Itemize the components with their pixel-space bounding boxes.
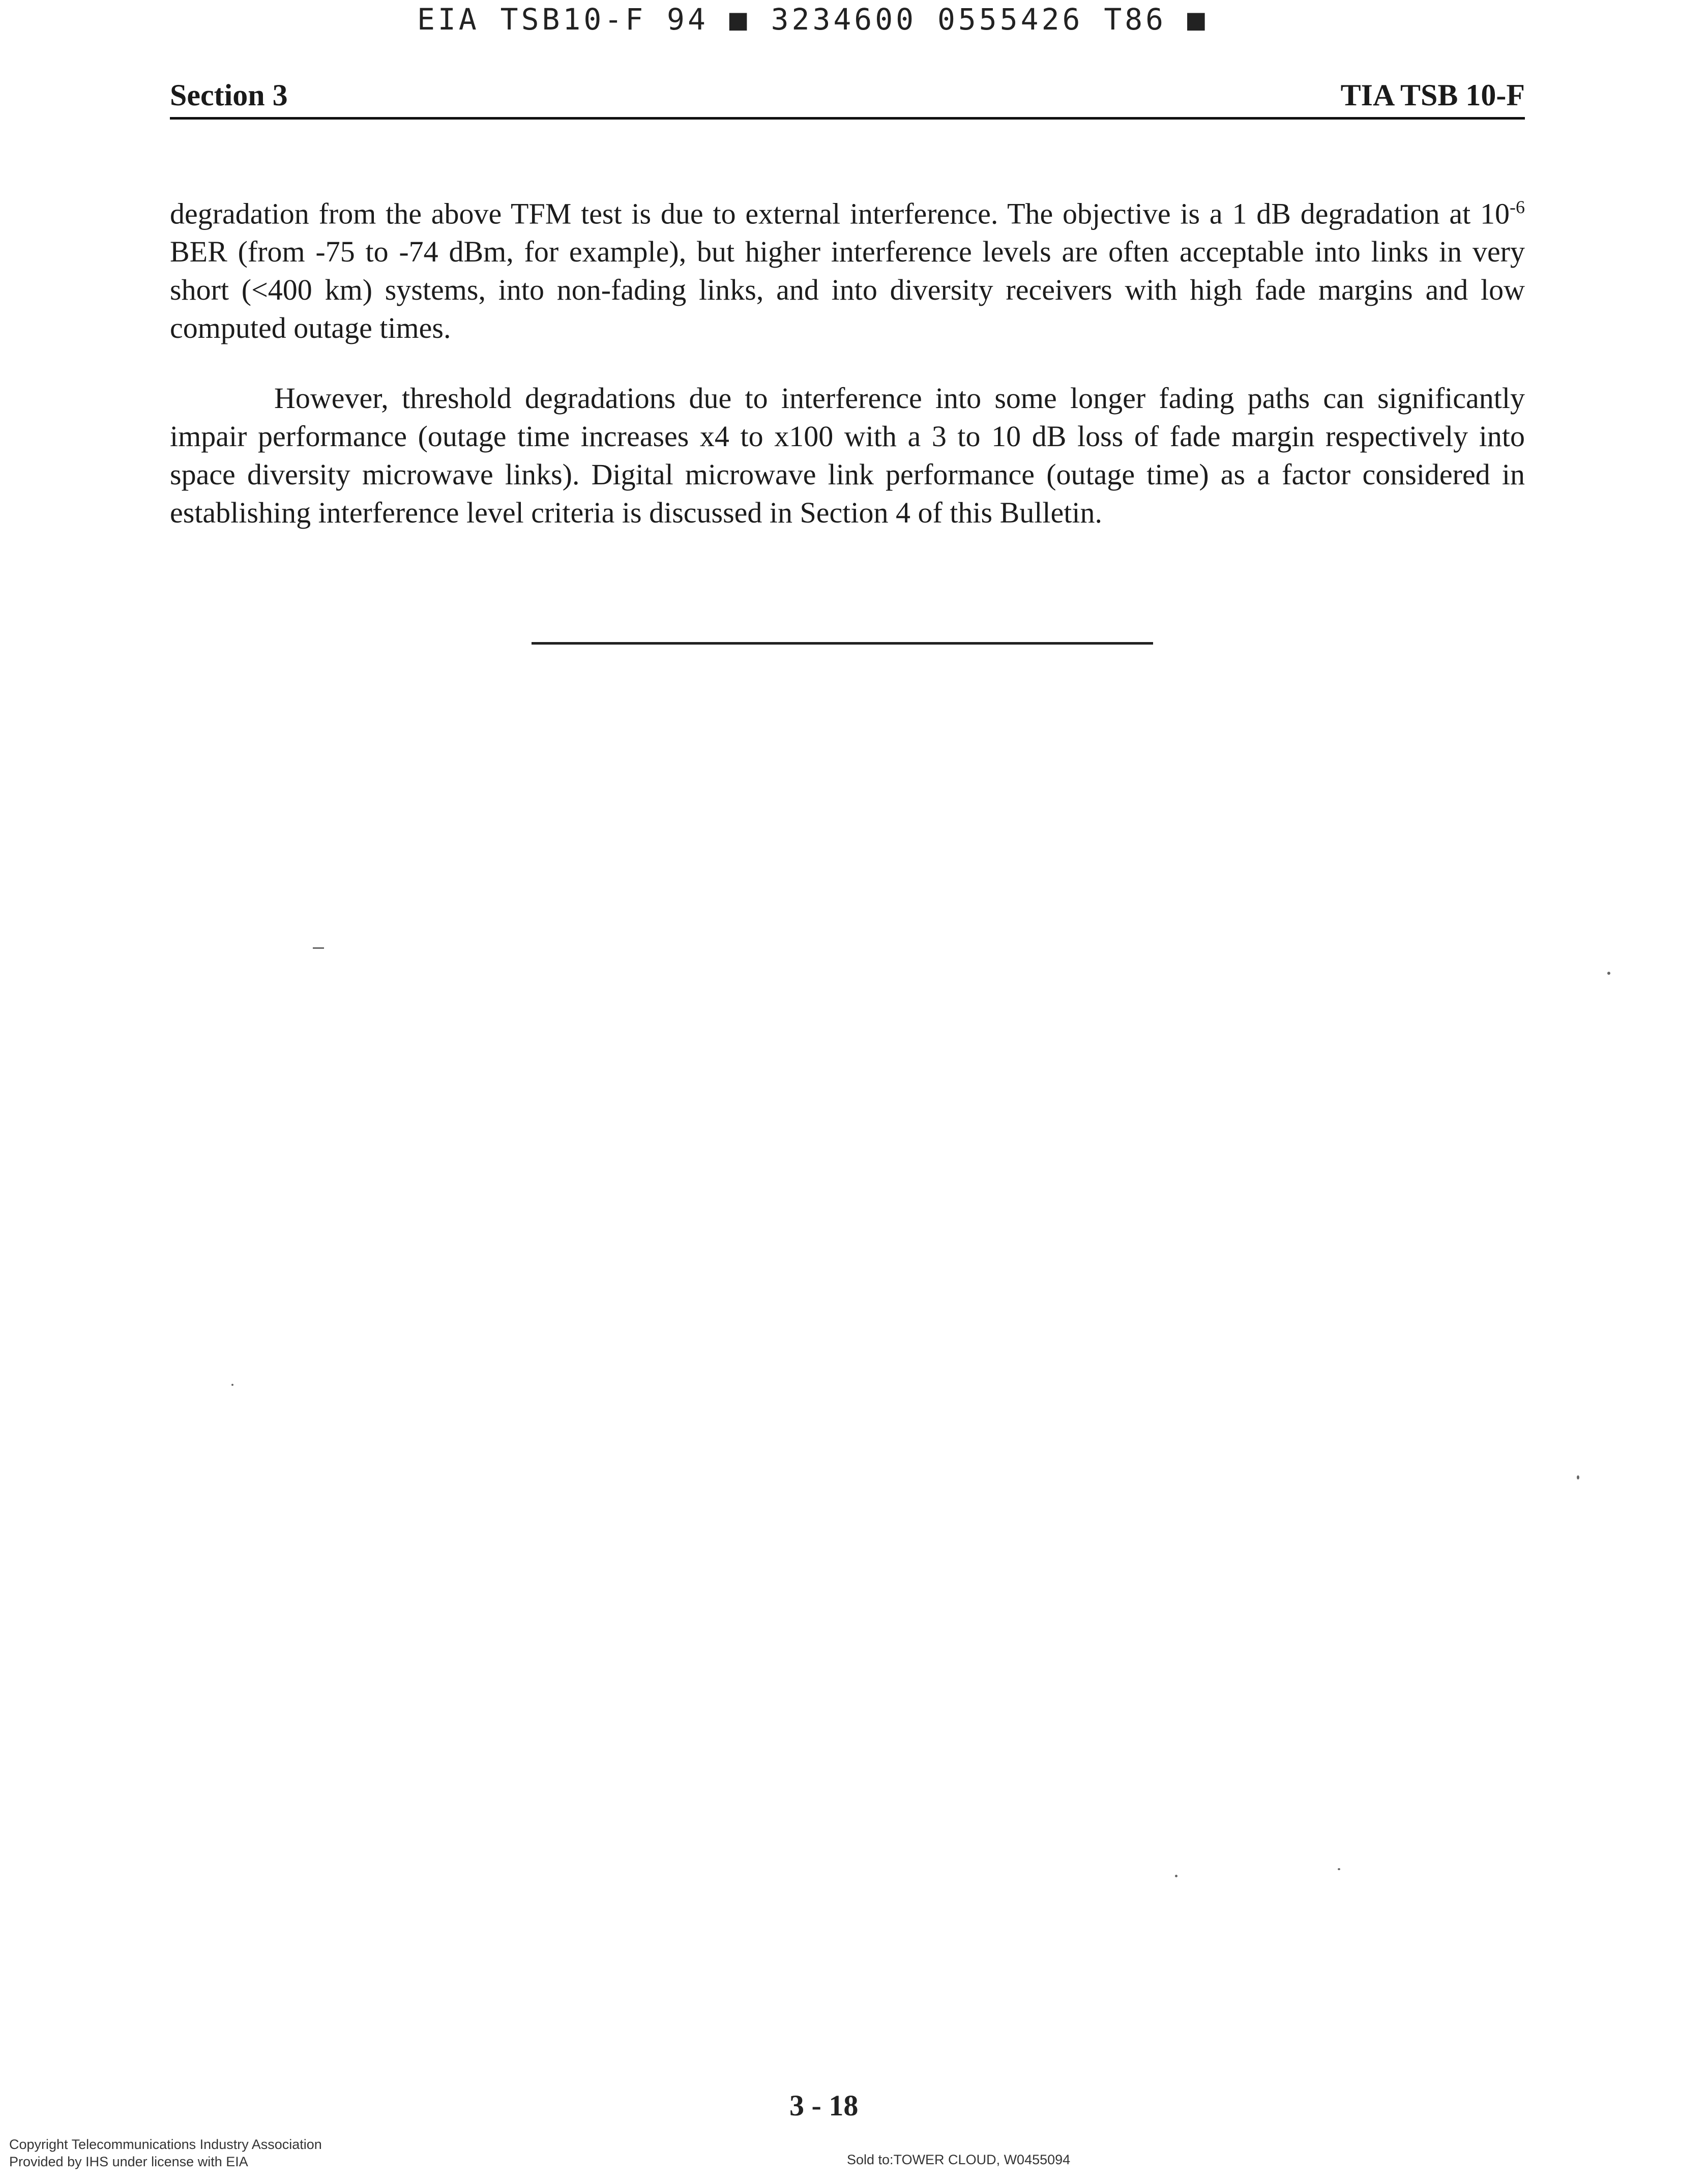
document-id: TIA TSB 10-F: [1340, 78, 1525, 112]
page-number: 3 - 18: [789, 2089, 859, 2122]
paragraph-1: [170, 188, 1525, 347]
section-label: Section 3: [170, 78, 288, 112]
copyright-line: Copyright Telecommunications Industry Association: [9, 2137, 322, 2152]
section-end-rule: [532, 642, 1153, 645]
paragraph-1-text-b: BER (from -75 to -74 dBm, for example), but higher interference levels are often acceptable into links in very short (<400 km) systems, into non-fading links, and into diversity receivers with high fade margins and low computed outage times.: [170, 235, 1525, 345]
paragraph-2: However, threshold degradations due to interference into some longer fading paths can significantly impair performance (outage time increases x4 to x100 with a 3 to 10 dB loss of fade margin respectively into space diversity microwave links). Digital microwave link performance (outage time) as a factor considered in establishing interference level criteria is discussed in Section 4 of this Bulletin.: [170, 382, 1525, 529]
scan-speck: [1338, 1868, 1340, 1870]
scan-speck: [313, 947, 324, 949]
scan-header-code: EIA TSB10-F 94 ■ 3234600 0555426 T86 ■: [417, 4, 1208, 35]
scan-speck: [1577, 1475, 1579, 1479]
page-header: [170, 76, 1525, 120]
scan-speck: [1175, 1875, 1177, 1877]
provided-by-line: Provided by IHS under license with EIA: [9, 2154, 248, 2169]
scan-speck: [1607, 972, 1610, 975]
scan-speck: [231, 1384, 233, 1386]
sold-to-footer: [847, 2151, 1254, 2176]
copyright-footer: [9, 2136, 406, 2170]
paragraph-1-text-a: degradation from the above TFM test is due to external interference. The objective is a 1 dB degradation at 10: [170, 197, 1510, 230]
sold-to-line: Sold to:TOWER CLOUD, W0455094: [847, 2152, 1071, 2167]
exponent: -6: [1510, 197, 1525, 217]
